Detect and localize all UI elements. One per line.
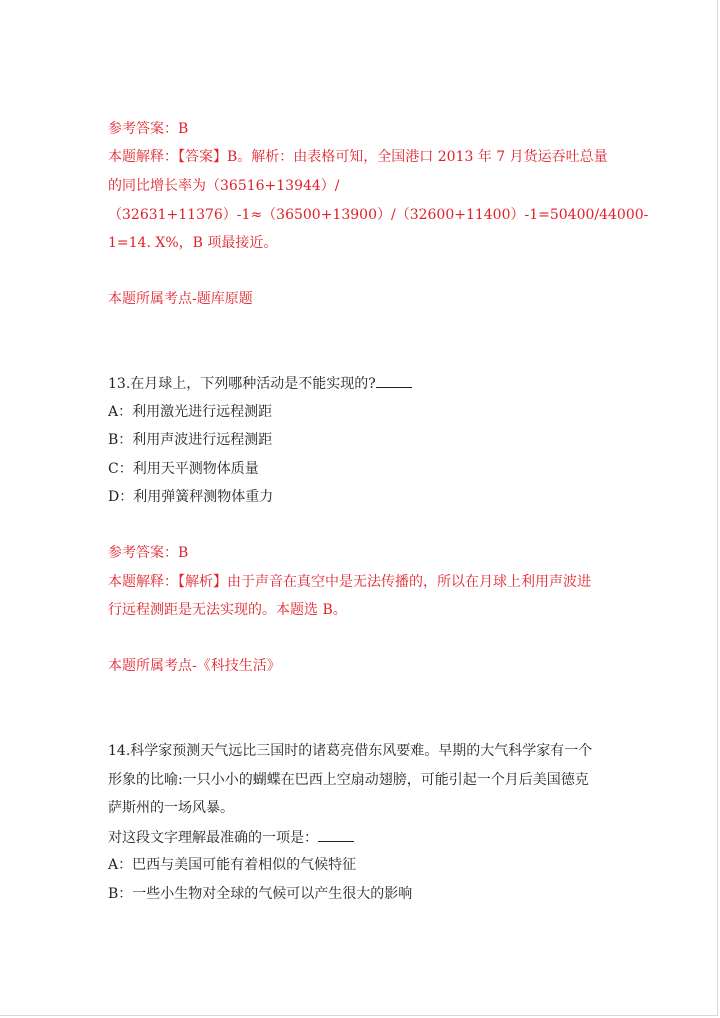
question-14-prompt-text: 对这段文字理解最准确的一项是： bbox=[108, 830, 318, 846]
answer-blank bbox=[318, 827, 354, 842]
question-14-line2: 形象的比喻:一只小小的蝴蝶在巴西上空扇动翅膀，可能引起一个月后美国德克 bbox=[108, 772, 589, 788]
answer-q12: 参考答案：B bbox=[108, 121, 189, 137]
explanation-q13-line1: 本题解释：【解析】由于声音在真空中是无法传播的，所以在月球上利用声波进 bbox=[108, 574, 591, 590]
topic-q13: 本题所属考点-《科技生活》 bbox=[108, 658, 281, 674]
q14-option-b: B：一些小生物对全球的气候可以产生很大的影响 bbox=[108, 886, 413, 902]
question-14-prompt bbox=[108, 827, 354, 848]
explanation-q12-line4: 1=14. X%，B 项最接近。 bbox=[108, 235, 278, 251]
q13-option-c: C：利用天平测物体质量 bbox=[108, 461, 259, 477]
question-14-line1: 14.科学家预测天气远比三国时的诸葛亮借东风要难。早期的大气科学家有一个 bbox=[108, 743, 593, 759]
q13-option-b: B：利用声波进行远程测距 bbox=[108, 432, 273, 448]
answer-q13: 参考答案：B bbox=[108, 545, 189, 561]
topic-q12: 本题所属考点-题库原题 bbox=[108, 291, 253, 307]
question-14-line3: 萨斯州的一场风暴。 bbox=[108, 800, 234, 816]
answer-blank bbox=[376, 373, 412, 388]
q14-option-a: A：巴西与美国可能有着相似的气候特征 bbox=[108, 857, 357, 873]
explanation-q13-line2: 行远程测距是无法实现的。本题选 B。 bbox=[108, 602, 347, 618]
explanation-q12-line3: （32631+11376）-1≈（36500+13900）/（32600+11400）-1=50400/44000- bbox=[108, 207, 649, 223]
explanation-q12-line2: 的同比增长率为（36516+13944）/ bbox=[108, 178, 340, 194]
question-13-text: 13.在月球上，下列哪种活动是不能实现的? bbox=[108, 376, 376, 392]
q13-option-a: A：利用激光进行远程测距 bbox=[108, 404, 273, 420]
question-13 bbox=[108, 373, 412, 394]
explanation-q12-line1: 本题解释：【答案】B。解析：由表格可知，全国港口 2013 年 7 月货运吞吐总量 bbox=[108, 149, 608, 165]
q13-option-d: D：利用弹簧秤测物体重力 bbox=[108, 489, 274, 505]
